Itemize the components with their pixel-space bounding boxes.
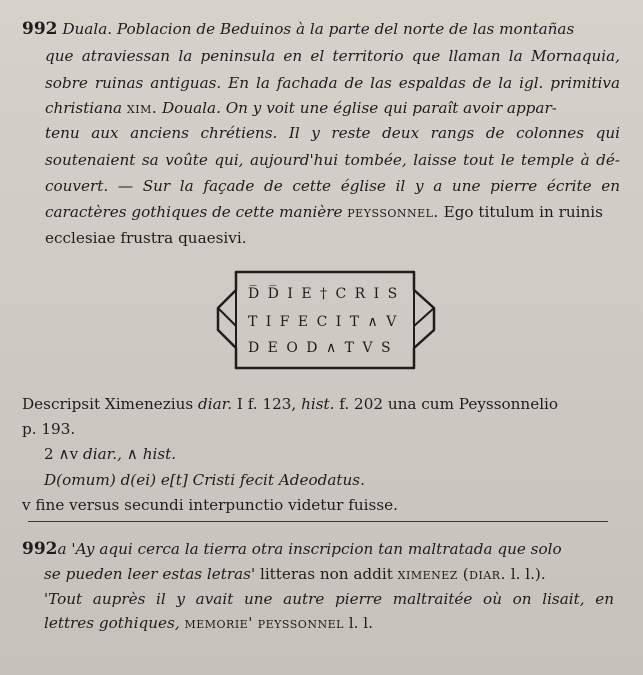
entry-992-line-5: tenu aux anciens chrétiens. Il y reste deux rangs de colonnes qui	[45, 124, 620, 142]
entry-992-line-7: couvert. — Sur la façade de cette église il y a une pierre écrite en	[45, 177, 620, 195]
entry-992-line-9: ecclesiae frustra quaesivi.	[45, 229, 247, 247]
commentary-note-3: v fine versus secundi interpunctio videtur fuisse.	[22, 496, 398, 514]
commentary-note-2: D(omum) d(ei) e[t] Cristi fecit Adeodatus.	[44, 471, 365, 489]
entry-992-line-8: caractères gothiques de cette manière peyssonnel. Ego titulum in ruinis	[45, 203, 603, 221]
commentary-line-2: p. 193.	[22, 420, 76, 438]
inscription-line-3: D E O D ∧ T V S	[248, 340, 393, 356]
entry-number: 992	[22, 19, 58, 39]
inscription-line-1: D̅ D̅ I E † C R I S	[248, 286, 400, 302]
entry-992-line-6: soutenaient sa voûte qui, aujourd'hui tombée, laisse tout le temple à dé-	[45, 151, 620, 169]
entry-992a-line-3: 'Tout auprès il y avait une autre pierre maltraitée où on lisait, en	[44, 590, 614, 608]
entry-992-line-2: que atraviessan la peninsula en el territorio que llaman la Mornaquia,	[45, 47, 620, 65]
entry-992a-line-4: lettres gothiques, memorie' peyssonnel l. l.	[44, 614, 373, 632]
entry-992a-line-2: se pueden leer estas letras' litteras non addit ximenez (diar. l. l.).	[44, 565, 546, 583]
commentary-line-1: Descripsit Ximenezius diar. I f. 123, hist. f. 202 una cum Peyssonnelio	[22, 395, 559, 413]
inscription-line-2: T I F E C I T ∧ V	[248, 314, 399, 330]
entry-992a-line-1: 992a 'Ay aqui cerca la tierra otra inscripcion tan maltratada que solo	[22, 539, 562, 559]
section-divider	[28, 521, 608, 522]
entry-992-line-1: 992 Duala. Poblacion de Beduinos à la parte del norte de las montañas	[22, 19, 575, 39]
inscription-drawing	[212, 268, 444, 374]
entry-992-line-3: sobre ruinas antiguas. En la fachada de las espaldas de la igl. primitiva	[45, 74, 620, 92]
entry-992-line-4: christiana xim. Douala. On y voit une église qui paraît avoir appar-	[45, 99, 557, 117]
commentary-note-1: 2 ∧v diar., ∧ hist.	[44, 445, 177, 463]
